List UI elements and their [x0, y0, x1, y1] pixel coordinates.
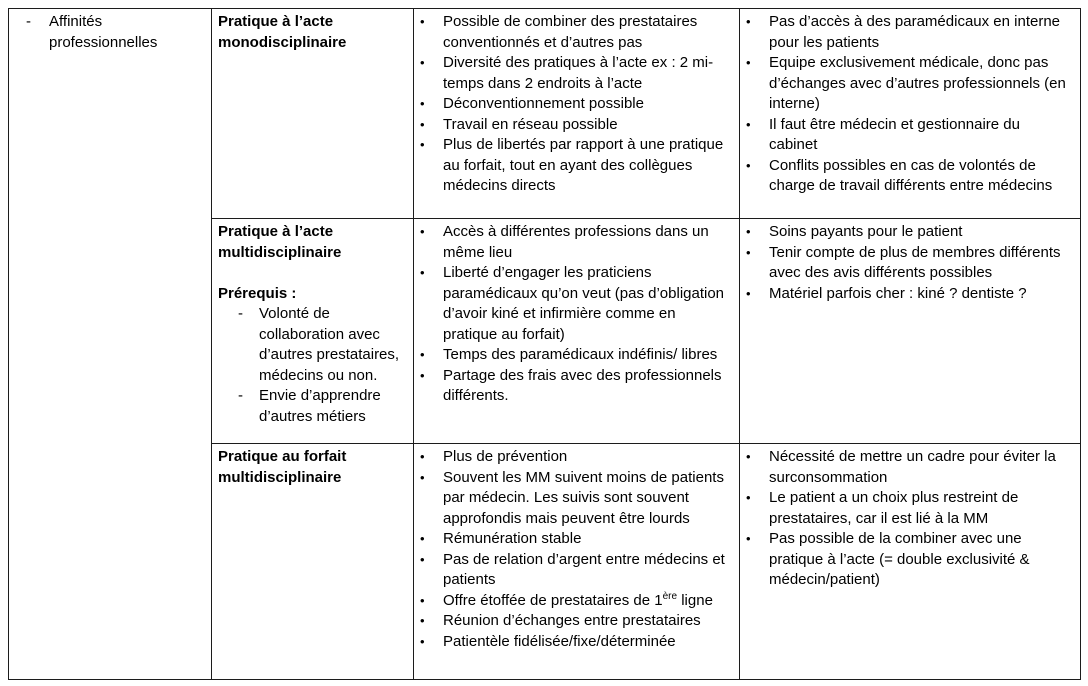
- advantages-cell: [414, 9, 740, 219]
- practice-type-cell: [212, 9, 414, 219]
- bullet-icon: •: [420, 265, 425, 280]
- disadvantages-cell: [740, 219, 1081, 444]
- bullet-icon: •: [420, 347, 425, 362]
- disadvantage-item: • Tenir compte de plus de membres différents avec des avis différents possibles: [746, 243, 1061, 281]
- advantage-item: • Patientèle fidélisée/fixe/déterminée: [420, 632, 731, 653]
- bullet-icon: •: [420, 592, 425, 608]
- bullet-icon: •: [746, 285, 751, 301]
- bullet-icon: •: [420, 116, 425, 132]
- bullet-icon: •: [746, 449, 751, 464]
- bullet-icon: •: [420, 14, 425, 29]
- bullet-icon: •: [420, 224, 425, 239]
- category-label: Affinités professionnelles: [49, 13, 158, 51]
- disadvantage-item: • Pas possible de la combiner avec une pratique à l’acte (= double exclusivité & médecin/patient): [746, 530, 1030, 588]
- bullet-icon: •: [420, 55, 425, 70]
- bullet-icon: •: [420, 137, 425, 152]
- practice-type-cell: [212, 444, 414, 680]
- practice-type-title: Pratique au forfait multidisciplinaire: [218, 448, 347, 486]
- advantage-item: • Plus de prévention: [420, 447, 731, 468]
- superscript-text: ère: [662, 590, 678, 602]
- prerequisites-heading: Prérequis :: [218, 284, 297, 302]
- disadvantages-cell: [740, 9, 1081, 219]
- advantage-item: • Réunion d’échanges entre prestataires: [420, 611, 731, 632]
- practice-type-cell: [212, 219, 414, 444]
- dash-icon: -: [238, 305, 243, 322]
- advantages-list: [420, 222, 731, 407]
- disadvantage-item: • Le patient a un choix plus restreint de prestataires, car il est lié à la MM: [746, 489, 1019, 527]
- category-cell: [9, 9, 212, 680]
- bullet-icon: •: [746, 157, 751, 173]
- bullet-icon: •: [746, 531, 751, 546]
- bullet-icon: •: [420, 551, 425, 567]
- table-row: [9, 9, 1081, 219]
- advantage-item: • Rémunération stable: [420, 529, 731, 550]
- disadvantage-item: • Il faut être médecin et gestionnaire du cabinet: [746, 115, 1020, 153]
- bullet-icon: •: [420, 96, 425, 111]
- advantage-item: • Possible de combiner des prestataires conventionnés et d’autres pas: [420, 13, 698, 51]
- dash-icon: -: [26, 13, 31, 30]
- bullet-icon: •: [746, 490, 751, 505]
- bullet-icon: •: [746, 224, 751, 239]
- bullet-icon: •: [746, 244, 751, 260]
- comparison-table: [8, 8, 1081, 680]
- advantage-item: • Offre étoffée de prestataires de 1ère ligne: [420, 591, 731, 612]
- category-list: [15, 12, 203, 53]
- prerequisite-item: - Volonté de collaboration avec d’autres prestataires, médecins ou non.: [238, 305, 400, 384]
- advantage-item: • Temps des paramédicaux indéfinis/ libres: [420, 345, 731, 366]
- disadvantages-list: [746, 222, 1072, 304]
- disadvantages-list: [746, 12, 1072, 197]
- advantage-item: • Diversité des pratiques à l’acte ex : 2 mi-temps dans 2 endroits à l’acte: [420, 54, 714, 92]
- dash-icon: -: [238, 387, 243, 404]
- disadvantage-item: • Soins payants pour le patient: [746, 222, 1072, 243]
- disadvantage-item: • Matériel parfois cher : kiné ? dentiste ?: [746, 284, 1072, 305]
- advantage-item: • Souvent les MM suivent moins de patients par médecin. Les suivis sont souvent approfondis mais peuvent être lourds: [420, 468, 724, 527]
- prerequisites-list: [218, 304, 405, 427]
- bullet-icon: •: [420, 367, 425, 383]
- disadvantage-item: • Nécessité de mettre un cadre pour éviter la surconsommation: [746, 448, 1056, 486]
- advantage-item: • Partage des frais avec des professionnels différents.: [420, 366, 722, 404]
- advantage-item: • Pas de relation d’argent entre médecins et patients: [420, 550, 725, 588]
- bullet-icon: •: [420, 469, 425, 485]
- advantage-item: • Accès à différentes professions dans un même lieu: [420, 223, 709, 261]
- bullet-icon: •: [746, 116, 751, 132]
- advantage-item: • Liberté d’engager les praticiens paramédicaux qu’on veut (pas d’obligation d’avoir kiné et infirmière comme en pratique au forfait): [420, 264, 725, 343]
- advantages-cell: [414, 444, 740, 680]
- advantage-item: • Déconventionnement possible: [420, 94, 731, 115]
- disadvantages-cell: [740, 444, 1081, 680]
- practice-type-title: Pratique à l’acte multidisciplinaire: [218, 223, 342, 261]
- bullet-icon: •: [746, 55, 751, 70]
- advantages-list: [420, 12, 731, 197]
- advantages-list: [420, 447, 731, 652]
- bullet-icon: •: [746, 14, 751, 29]
- bullet-icon: •: [420, 449, 425, 464]
- bullet-icon: •: [420, 613, 425, 628]
- practice-type-title: Pratique à l’acte monodisciplinaire: [218, 13, 347, 51]
- prerequisite-item: - Envie d’apprendre d’autres métiers: [238, 387, 381, 425]
- list-item: [15, 12, 203, 53]
- bullet-icon: •: [420, 633, 425, 649]
- advantage-item: • Travail en réseau possible: [420, 115, 731, 136]
- bullet-icon: •: [420, 531, 425, 546]
- disadvantages-list: [746, 447, 1072, 591]
- disadvantage-item: • Pas d’accès à des paramédicaux en interne pour les patients: [746, 13, 1061, 51]
- advantages-cell: [414, 219, 740, 444]
- disadvantage-item: • Conflits possibles en cas de volontés de charge de travail différents entre médecins: [746, 156, 1053, 194]
- disadvantage-item: • Equipe exclusivement médicale, donc pas d’échanges avec d’autres professionnels (en interne): [746, 54, 1066, 112]
- advantage-item: • Plus de libertés par rapport à une pratique au forfait, tout en ayant des collègues médecins directs: [420, 136, 724, 194]
